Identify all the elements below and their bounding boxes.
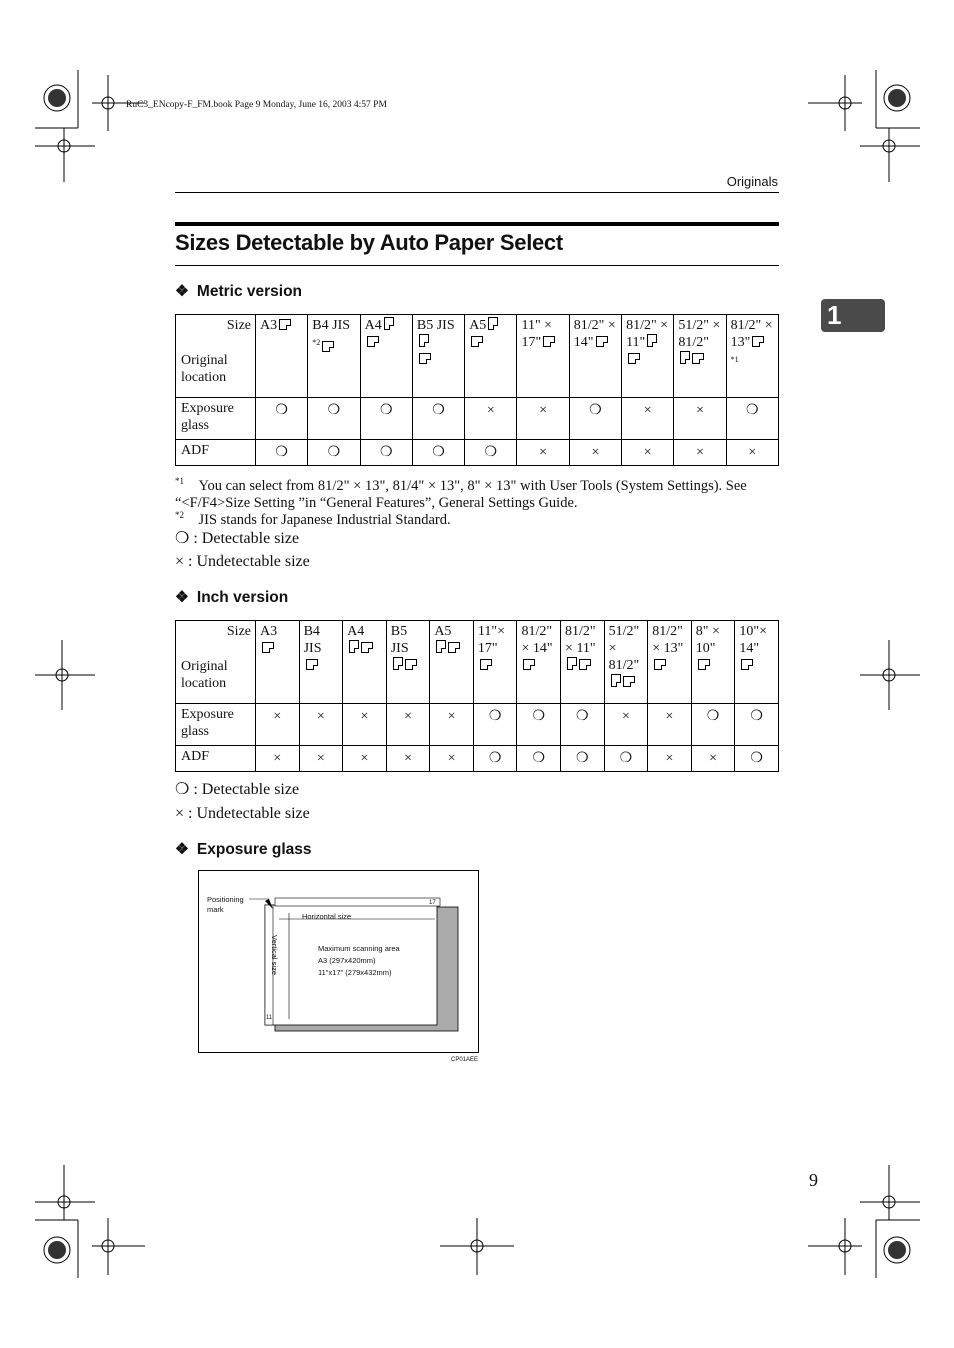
table-cell: × xyxy=(648,746,692,772)
footnote-2 xyxy=(175,507,785,529)
figure-code: CP01AEE xyxy=(451,1057,479,1063)
landscape-paper-icon xyxy=(628,353,640,364)
metric-row-exposure xyxy=(176,398,779,440)
running-head: Originals xyxy=(726,174,778,189)
portrait-paper-icon xyxy=(436,640,446,653)
landscape-paper-icon xyxy=(741,659,753,670)
metric-col: 51/2" × 81/2" xyxy=(674,315,726,398)
metric-col: A3 xyxy=(256,315,308,398)
exposure-glass-figure xyxy=(198,870,479,1063)
footnote-1-mark: *1 xyxy=(175,476,184,486)
inch-col: 81/2" × 13" xyxy=(648,621,692,704)
header-size: Size xyxy=(226,318,251,333)
table-cell: ❍ xyxy=(360,440,412,466)
landscape-paper-icon xyxy=(623,676,635,687)
portrait-paper-icon xyxy=(393,657,403,670)
portrait-paper-icon xyxy=(384,317,394,330)
landscape-paper-icon xyxy=(752,336,764,347)
table-cell: ❍ xyxy=(726,398,778,440)
table-cell: ❍ xyxy=(412,398,464,440)
table-cell: ❍ xyxy=(735,704,779,746)
metric-col: A5 xyxy=(465,315,517,398)
metric-col: B5 JIS xyxy=(412,315,464,398)
inch-col: 8" × 10" xyxy=(691,621,735,704)
inch-col: B5 JIS xyxy=(386,621,430,704)
inch-col: A5 xyxy=(430,621,474,704)
table-cell: ❍ xyxy=(604,746,648,772)
page-title: Sizes Detectable by Auto Paper Select xyxy=(175,230,563,255)
header-rule xyxy=(175,192,779,193)
row-label: Exposure glass xyxy=(176,704,256,746)
landscape-paper-icon xyxy=(322,341,334,352)
table-cell: × xyxy=(648,704,692,746)
table-cell: × xyxy=(674,398,726,440)
table-cell: ❍ xyxy=(473,746,517,772)
inch-header-row xyxy=(176,621,779,704)
table-cell: ❍ xyxy=(473,704,517,746)
table-cell: ❍ xyxy=(691,704,735,746)
landscape-paper-icon xyxy=(480,659,492,670)
landscape-paper-icon xyxy=(405,659,417,670)
diamond-icon: ❖ xyxy=(175,589,189,606)
metric-row-adf xyxy=(176,440,779,466)
metric-table xyxy=(175,314,779,466)
table-cell: × xyxy=(299,704,343,746)
table-cell: × xyxy=(343,704,387,746)
table-cell: ❍ xyxy=(412,440,464,466)
table-cell: ❍ xyxy=(517,746,561,772)
letter-dims-label: 11"x17" (279x432mm) xyxy=(318,968,392,977)
table-cell: × xyxy=(386,746,430,772)
footnote-1 xyxy=(175,473,785,512)
exposure-heading-text: Exposure glass xyxy=(196,841,312,858)
header-location: Original location xyxy=(181,659,228,691)
row-label: Exposure glass xyxy=(176,398,256,440)
table-cell: × xyxy=(604,704,648,746)
table-cell: ❍ xyxy=(256,440,308,466)
horizontal-size-label: Horizontal size xyxy=(302,912,352,921)
portrait-paper-icon xyxy=(419,334,429,347)
landscape-paper-icon xyxy=(654,659,666,670)
landscape-paper-icon xyxy=(448,642,460,653)
table-cell: × xyxy=(343,746,387,772)
diamond-icon: ❖ xyxy=(175,841,189,858)
table-cell: ❍ xyxy=(308,440,360,466)
table-cell: × xyxy=(691,746,735,772)
landscape-paper-icon xyxy=(419,353,431,364)
metric-col: 11" × 17" xyxy=(517,315,569,398)
table-cell: ❍ xyxy=(256,398,308,440)
footnote-2-mark: *2 xyxy=(175,510,184,520)
table-cell: × xyxy=(465,398,517,440)
metric-heading xyxy=(175,282,302,301)
portrait-paper-icon xyxy=(349,640,359,653)
table-cell: × xyxy=(622,440,674,466)
row-label: ADF xyxy=(176,440,256,466)
landscape-paper-icon xyxy=(471,336,483,347)
inch-col: A4 xyxy=(343,621,387,704)
table-cell: × xyxy=(622,398,674,440)
table-cell: × xyxy=(430,704,474,746)
table-cell: ❍ xyxy=(569,398,621,440)
file-header: RuC3_ENcopy-F_FM.book Page 9 Monday, June 16, 2003 4:57 PM xyxy=(126,100,387,110)
landscape-paper-icon xyxy=(698,659,710,670)
table-cell: × xyxy=(299,746,343,772)
positioning-mark-label: Positioning mark xyxy=(207,895,244,914)
landscape-paper-icon xyxy=(306,659,318,670)
portrait-paper-icon xyxy=(567,657,577,670)
inch-col: 51/2" × 81/2" xyxy=(604,621,648,704)
landscape-paper-icon xyxy=(523,659,535,670)
table-cell: ❍ xyxy=(517,704,561,746)
table-cell: ❍ xyxy=(308,398,360,440)
inch-row-exposure xyxy=(176,704,779,746)
landscape-paper-icon xyxy=(361,642,373,653)
metric-col: A4 xyxy=(360,315,412,398)
portrait-paper-icon xyxy=(647,334,657,347)
inch-table xyxy=(175,620,779,772)
inch-col: A3 xyxy=(256,621,300,704)
portrait-paper-icon xyxy=(611,674,621,687)
inch-col: B4 JIS xyxy=(299,621,343,704)
footnote-2-text: JIS stands for Japanese Industrial Standard. xyxy=(198,511,451,528)
table-cell: ❍ xyxy=(360,398,412,440)
table-cell: × xyxy=(386,704,430,746)
table-cell: × xyxy=(517,440,569,466)
scale-11-label: 11 xyxy=(266,1015,273,1021)
table-cell: × xyxy=(517,398,569,440)
metric-col: 81/2" × 13" $^{*1}$ xyxy=(726,315,778,398)
diamond-icon: ❖ xyxy=(175,283,189,300)
max-area-label: Maximum scanning area xyxy=(318,944,400,953)
landscape-paper-icon xyxy=(367,336,379,347)
chapter-tab: 1 xyxy=(821,299,885,332)
exposure-heading xyxy=(175,840,311,859)
landscape-paper-icon xyxy=(279,319,291,330)
inch-heading xyxy=(175,588,288,607)
portrait-paper-icon xyxy=(680,351,690,364)
metric-col: 81/2" × 11" xyxy=(622,315,674,398)
footnote-1-text: You can select from 81/2" × 13", 81/4" × 13", 8" × 13" with User Tools (System Settings). See “<F/F4>Size Setting ”in “General Features”, General Settings Guide. xyxy=(175,477,747,511)
inch-col: 81/2" × 11" xyxy=(561,621,605,704)
inch-col: 10"× 14" xyxy=(735,621,779,704)
metric-header-row xyxy=(176,315,779,398)
legend-undetectable: × : Undetectable size xyxy=(175,553,310,570)
metric-heading-text: Metric version xyxy=(196,283,303,300)
row-label: ADF xyxy=(176,746,256,772)
landscape-paper-icon xyxy=(262,642,274,653)
metric-col: 81/2" × 14" xyxy=(569,315,621,398)
title-top-rule xyxy=(175,222,779,226)
header-location: Original location xyxy=(181,353,228,385)
page-number: 9 xyxy=(809,1170,818,1190)
inch-row-adf xyxy=(176,746,779,772)
inch-col: 11"× 17" xyxy=(473,621,517,704)
inch-col: 81/2" × 14" xyxy=(517,621,561,704)
table-cell: ❍ xyxy=(561,746,605,772)
inch-heading-text: Inch version xyxy=(196,589,289,606)
scale-17-label: 17 xyxy=(429,900,436,906)
landscape-paper-icon xyxy=(596,336,608,347)
legend-detectable: ❍ : Detectable size xyxy=(175,530,300,547)
table-cell: × xyxy=(256,746,300,772)
table-cell: × xyxy=(726,440,778,466)
legend-detectable: ❍ : Detectable size xyxy=(175,781,300,798)
table-cell: × xyxy=(256,704,300,746)
table-cell: ❍ xyxy=(561,704,605,746)
legend-undetectable: × : Undetectable size xyxy=(175,805,310,822)
inch-corner-cell xyxy=(176,621,256,704)
vertical-size-label: Vertical size xyxy=(270,935,279,976)
landscape-paper-icon xyxy=(543,336,555,347)
a3-dims-label: A3 (297x420mm) xyxy=(318,956,376,965)
header-size: Size xyxy=(226,624,251,639)
metric-corner-cell xyxy=(176,315,256,398)
table-cell: × xyxy=(430,746,474,772)
table-cell: × xyxy=(569,440,621,466)
table-cell: ❍ xyxy=(735,746,779,772)
table-cell: ❍ xyxy=(465,440,517,466)
metric-col: B4 JIS $^{*2}$ xyxy=(308,315,360,398)
landscape-paper-icon xyxy=(579,659,591,670)
table-cell: × xyxy=(674,440,726,466)
landscape-paper-icon xyxy=(692,353,704,364)
portrait-paper-icon xyxy=(488,317,498,330)
title-bottom-rule xyxy=(175,265,779,266)
